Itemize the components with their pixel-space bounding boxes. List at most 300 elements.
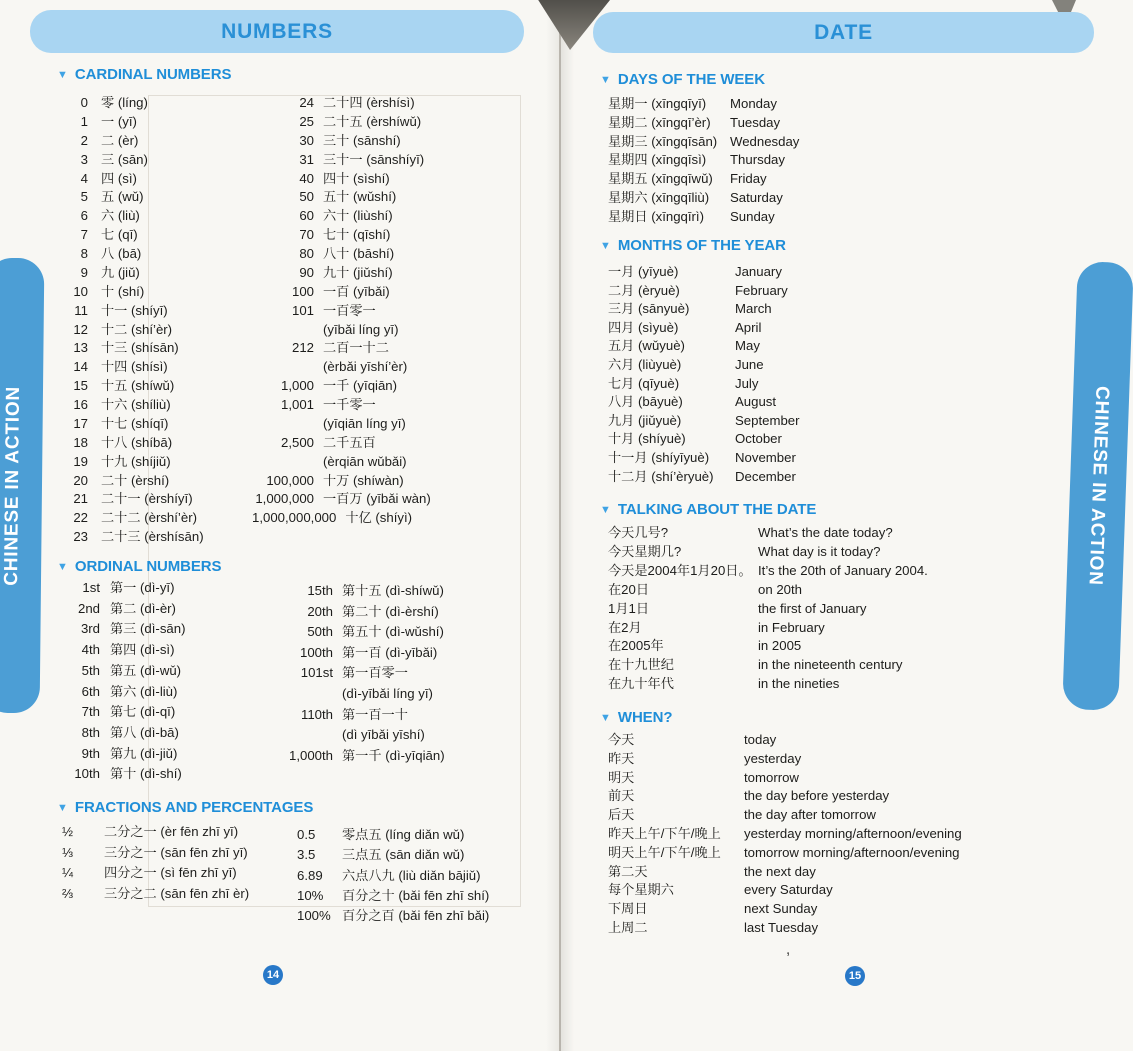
- item-chinese: 上周二: [608, 919, 648, 935]
- list-row: [62, 723, 185, 744]
- list-row: [608, 750, 962, 769]
- item-text: 百分之百 (bǎi fēn zhī bǎi): [342, 908, 490, 923]
- item-pinyin-continuation: (dì-yībǎi líng yī): [342, 685, 433, 701]
- list-row: [608, 449, 800, 468]
- item-english: last Tuesday: [744, 919, 819, 935]
- item-number: 25: [299, 113, 314, 129]
- list-row: [252, 434, 431, 453]
- item-text: 第二 (dì-èr): [110, 600, 176, 616]
- list-row: [608, 375, 800, 394]
- item-chinese: 星期三 (xīngqīsān): [608, 133, 718, 149]
- section-marker-icon: ▼: [600, 712, 611, 724]
- item-number: 11: [74, 302, 88, 318]
- item-english: today: [744, 732, 777, 747]
- item-number: 15th: [307, 583, 333, 598]
- item-number: 8th: [81, 724, 100, 740]
- item-number: 101: [291, 302, 314, 318]
- item-number: 1,001: [280, 397, 314, 412]
- item-chinese: 六月 (liùyuè): [608, 356, 682, 372]
- item-text: 零点五 (líng diǎn wǔ): [342, 827, 465, 842]
- item-text: 第一 (dì-yī): [110, 580, 175, 595]
- sidebar-tab-label: CHINESE IN ACTION: [1084, 385, 1113, 587]
- section-heading-label: WHEN?: [617, 709, 673, 726]
- section-heading-label: CARDINAL NUMBERS: [74, 66, 232, 83]
- section-heading-label: ORDINAL NUMBERS: [74, 558, 222, 575]
- list-row: [608, 600, 928, 619]
- item-chinese: 下周日: [608, 901, 648, 917]
- item-chinese: 星期二 (xīngqī’èr): [608, 114, 711, 130]
- item-text: 二十 (èrshí): [101, 472, 170, 488]
- item-number: 18: [73, 434, 88, 450]
- item-text: 第一千 (dì-yīqiān): [342, 747, 445, 763]
- list-row: [62, 396, 204, 415]
- list-row: [608, 263, 800, 282]
- item-number: 100: [291, 283, 314, 299]
- item-english: November: [735, 449, 796, 465]
- item-number: 2nd: [77, 600, 100, 616]
- list-row: [62, 264, 204, 283]
- item-text: 三分之一 (sān fēn zhī yī): [104, 844, 248, 860]
- item-text: 第二十 (dì-èrshí): [342, 603, 439, 619]
- item-english: yesterday: [744, 750, 802, 766]
- when-list: [608, 731, 962, 938]
- item-text: 二十五 (èrshíwǔ): [323, 113, 422, 129]
- item-number: 2,500: [280, 434, 314, 450]
- item-english: January: [735, 264, 782, 279]
- list-row: [62, 188, 204, 207]
- list-row: [608, 319, 800, 338]
- item-number: 9: [80, 264, 88, 280]
- item-number: 30: [299, 132, 314, 148]
- list-row: [62, 619, 185, 640]
- item-number: 24: [299, 95, 314, 110]
- list-row: [62, 321, 204, 340]
- item-number: 5: [80, 189, 88, 205]
- section-heading-days-of-week: [600, 71, 765, 88]
- list-row: [62, 377, 204, 396]
- list-row: [252, 226, 431, 245]
- list-row: [62, 509, 204, 528]
- list-row: [608, 675, 928, 694]
- list-row: [608, 581, 928, 600]
- item-chinese: 五月 (wǔyuè): [608, 338, 685, 354]
- item-english: Saturday: [730, 189, 783, 205]
- item-english: Monday: [730, 96, 777, 111]
- list-row: [608, 189, 799, 208]
- ordinal-numbers-column-1: [62, 578, 185, 785]
- item-number: 22: [73, 510, 88, 526]
- item-chinese: 在2005年: [608, 638, 664, 654]
- section-marker-icon: ▼: [57, 561, 68, 573]
- item-text: 三 (sān): [101, 151, 148, 167]
- item-chinese: 在九十年代: [608, 676, 674, 692]
- item-english: Tuesday: [730, 114, 781, 130]
- item-chinese: 昨天: [608, 750, 635, 766]
- list-row: [62, 863, 249, 884]
- list-row: [62, 302, 204, 321]
- item-english: in 2005: [758, 638, 802, 654]
- item-chinese: 明天上午/下午/晚上: [608, 844, 721, 860]
- list-row: [62, 207, 204, 226]
- item-number: 2: [80, 132, 88, 148]
- list-row: [608, 393, 800, 412]
- item-number: 80: [299, 246, 314, 261]
- list-row: [62, 339, 204, 358]
- item-text: 十六 (shíliù): [101, 397, 171, 412]
- list-row: [297, 825, 489, 845]
- item-number: 1,000,000: [255, 491, 314, 507]
- item-text: 二 (èr): [101, 132, 139, 148]
- list-row: [608, 133, 799, 152]
- item-text: 二分之一 (èr fēn zhī yī): [104, 824, 239, 839]
- item-chinese: 二月 (èryuè): [608, 282, 680, 298]
- section-heading-months: [600, 237, 786, 254]
- item-number: 31: [299, 151, 314, 167]
- item-text: 六十 (liùshí): [323, 208, 393, 224]
- list-row: [252, 188, 431, 207]
- item-pinyin-continuation: (èrbǎi yīshí’èr): [323, 359, 408, 375]
- list-row: [608, 543, 928, 562]
- item-number: 40: [299, 170, 314, 186]
- item-number: 14: [73, 359, 88, 375]
- item-english: May: [735, 338, 760, 354]
- fractions-column-1: [62, 822, 249, 905]
- item-text: 百分之十 (bǎi fēn zhī shí): [342, 887, 490, 903]
- item-text: 第十五 (dì-shíwǔ): [342, 583, 444, 598]
- item-chinese: 今天: [608, 732, 635, 747]
- list-row: [62, 94, 204, 113]
- item-number: 16: [73, 397, 88, 412]
- list-row: [62, 578, 185, 599]
- item-number: 10: [73, 283, 88, 299]
- item-number: 3rd: [80, 621, 100, 637]
- talking-about-date-list: [608, 524, 928, 694]
- item-chinese: 十二月 (shí’èryuè): [608, 468, 714, 484]
- item-number: 60: [299, 208, 314, 224]
- list-row: [608, 337, 800, 356]
- item-number: 20: [73, 472, 88, 488]
- list-row: [62, 170, 204, 189]
- section-heading-fractions: [57, 799, 313, 816]
- list-row: [252, 113, 431, 132]
- list-row: [252, 377, 431, 396]
- list-row: [608, 900, 962, 919]
- list-row: [608, 170, 799, 189]
- list-row: [608, 95, 799, 114]
- item-pinyin-continuation: (yīqiān líng yī): [323, 415, 406, 431]
- item-text: 七十 (qīshí): [323, 227, 391, 243]
- item-english: on 20th: [758, 581, 802, 597]
- item-chinese: 九月 (jiǔyuè): [608, 412, 682, 428]
- months-of-year-list: [608, 263, 800, 486]
- list-row: [608, 806, 962, 825]
- item-number: ½: [62, 824, 73, 839]
- page-title: NUMBERS: [221, 19, 333, 43]
- item-text: 一百万 (yībǎi wàn): [323, 491, 431, 507]
- list-row: [608, 114, 799, 133]
- item-text: 九 (jiǔ): [101, 264, 140, 280]
- item-number: 4: [80, 170, 88, 186]
- list-row: [608, 356, 800, 375]
- page-number-badge: [263, 965, 283, 985]
- item-text: 三分之二 (sān fēn zhī èr): [104, 886, 250, 902]
- item-chinese: 星期一 (xīngqīyī): [608, 96, 707, 111]
- item-text: 二十二 (èrshí’èr): [101, 510, 197, 526]
- item-number: 4th: [81, 642, 100, 658]
- item-text: 第一百一十: [342, 706, 408, 722]
- item-english: Wednesday: [730, 133, 800, 149]
- list-row: [62, 226, 204, 245]
- sidebar-tab-chinese-in-action-right: [1062, 261, 1133, 711]
- item-text: 第六 (dì-liù): [110, 683, 178, 699]
- item-english: February: [735, 282, 788, 298]
- item-number: 8: [80, 246, 88, 261]
- list-row: [252, 245, 431, 264]
- fractions-column-2: [297, 825, 489, 926]
- list-row: [62, 661, 185, 682]
- list-row: [608, 637, 928, 656]
- item-number: 23: [73, 529, 88, 545]
- list-row: [297, 866, 489, 886]
- item-text: 十一 (shíyī): [101, 302, 168, 318]
- item-text: 一千零一: [323, 397, 376, 412]
- section-marker-icon: ▼: [57, 69, 68, 81]
- item-text: 十三 (shísān): [101, 340, 179, 356]
- item-number: 9th: [81, 745, 100, 761]
- item-number: 7th: [81, 704, 100, 720]
- section-heading-ordinal-numbers: [57, 558, 221, 575]
- item-text: 十四 (shísì): [101, 359, 168, 375]
- item-text: 第五十 (dì-wǔshí): [342, 624, 444, 640]
- item-text: 四分之一 (sì fēn zhī yī): [104, 865, 237, 881]
- list-row: [608, 769, 962, 788]
- page-gutter-line: [559, 0, 561, 1051]
- item-number: 110th: [300, 706, 333, 722]
- list-row: [608, 825, 962, 844]
- list-row: [252, 283, 431, 302]
- list-row: [608, 300, 800, 319]
- list-row: [62, 599, 185, 620]
- item-number: 101st: [300, 665, 333, 681]
- item-pinyin-continuation: (dì yībǎi yīshí): [342, 727, 425, 743]
- item-text: 一百零一: [323, 302, 376, 318]
- list-row: [62, 764, 185, 785]
- item-text: 第三 (dì-sān): [110, 621, 186, 637]
- item-english: the day after tomorrow: [744, 807, 876, 823]
- list-row: [297, 845, 489, 865]
- item-chinese: 十一月 (shíyīyuè): [608, 449, 710, 465]
- stray-comma-mark: ,: [786, 941, 791, 958]
- item-chinese: 星期六 (xīngqīliù): [608, 189, 710, 205]
- item-chinese: 今天星期几?: [608, 543, 682, 559]
- list-row: [62, 151, 204, 170]
- item-text: 二十一 (èrshíyī): [101, 491, 193, 507]
- list-row: [62, 132, 204, 151]
- item-chinese: 每个星期六: [608, 882, 674, 898]
- item-number: 17: [73, 415, 88, 431]
- item-number: 3: [80, 151, 88, 167]
- item-english: yesterday morning/afternoon/evening: [744, 825, 962, 841]
- list-row: [62, 283, 204, 302]
- item-text: 六 (liù): [101, 208, 140, 224]
- list-row: [62, 453, 204, 472]
- item-text: 三十 (sānshí): [323, 132, 401, 148]
- item-text: 第七 (dì-qī): [110, 704, 176, 720]
- item-text: 三十一 (sānshíyī): [323, 151, 425, 167]
- section-heading-cardinal-numbers: [57, 66, 231, 83]
- item-text: 九十 (jiǔshí): [323, 264, 393, 280]
- item-number: 13: [73, 340, 88, 356]
- item-chinese: 四月 (sìyuè): [608, 319, 679, 335]
- list-row: [62, 490, 204, 509]
- item-text: 二十四 (èrshísì): [323, 95, 415, 110]
- item-chinese: 明天: [608, 769, 635, 785]
- item-number: 1: [80, 113, 88, 129]
- list-row: [608, 844, 962, 863]
- item-text: 十七 (shíqī): [101, 415, 169, 431]
- page-title: DATE: [814, 20, 873, 44]
- list-row: [252, 339, 431, 358]
- list-row: [62, 884, 249, 905]
- page-number: 15: [848, 970, 862, 982]
- list-row: [252, 151, 431, 170]
- list-row: [288, 746, 445, 767]
- item-text: 第四 (dì-sì): [110, 642, 175, 658]
- item-number: 70: [299, 227, 314, 243]
- item-chinese: 今天几号?: [608, 525, 669, 540]
- list-row: [297, 906, 489, 926]
- item-text: 零 (líng): [101, 95, 148, 110]
- item-english: March: [735, 301, 772, 317]
- item-chinese: 在2月: [608, 619, 642, 635]
- item-number: 21: [73, 491, 88, 507]
- section-heading-label: TALKING ABOUT THE DATE: [617, 501, 817, 518]
- page-number: 14: [266, 969, 280, 981]
- list-row: [252, 490, 431, 509]
- item-number: 12: [73, 321, 88, 337]
- sidebar-tab-label: CHINESE IN ACTION: [0, 385, 25, 586]
- item-text: 第十 (dì-shí): [110, 766, 182, 782]
- item-english: December: [735, 468, 796, 484]
- item-number: 1,000th: [289, 747, 333, 763]
- list-row: [252, 472, 431, 491]
- item-text: 十亿 (shíyì): [345, 510, 413, 526]
- item-english: April: [735, 319, 762, 335]
- item-english: every Saturday: [744, 882, 833, 898]
- item-text: 第九 (dì-jiǔ): [110, 745, 178, 761]
- item-chinese: 星期五 (xīngqīwǔ): [608, 171, 713, 187]
- section-marker-icon: ▼: [600, 504, 611, 516]
- item-text: 第五 (dì-wǔ): [110, 662, 182, 678]
- list-row: [62, 843, 249, 864]
- list-row: [62, 472, 204, 491]
- item-chinese: 第二天: [608, 863, 648, 879]
- section-marker-icon: ▼: [600, 74, 611, 86]
- section-marker-icon: ▼: [57, 802, 68, 814]
- item-number: 19: [73, 453, 88, 469]
- item-text: 一千 (yīqiān): [323, 378, 398, 394]
- item-chinese: 今天是2004年1月20日。: [608, 562, 752, 578]
- item-text: 二百一十二: [323, 340, 389, 356]
- list-row: [608, 524, 928, 543]
- item-text: 八 (bā): [101, 246, 142, 261]
- item-text: 十五 (shíwǔ): [101, 378, 175, 394]
- list-row: [252, 509, 431, 528]
- list-row: [62, 415, 204, 434]
- list-row: [608, 881, 962, 900]
- list-row: [62, 822, 249, 843]
- item-english: Friday: [730, 171, 767, 187]
- item-number: ⅔: [62, 886, 73, 902]
- item-number: 90: [299, 264, 314, 280]
- list-row: [608, 562, 928, 581]
- item-english: next Sunday: [744, 901, 818, 917]
- item-chinese: 在20日: [608, 581, 650, 597]
- item-text: 六点八九 (liù diǎn bājiǔ): [342, 867, 481, 883]
- item-english: What day is it today?: [758, 543, 881, 559]
- list-row: [288, 663, 445, 684]
- item-number: 100,000: [266, 472, 314, 488]
- item-number: 7: [80, 227, 88, 243]
- item-number: 212: [291, 340, 314, 356]
- item-english: Sunday: [730, 208, 775, 224]
- list-row: [608, 656, 928, 675]
- item-chinese: 1月1日: [608, 600, 650, 616]
- item-text: 第一百 (dì-yībǎi): [342, 644, 438, 660]
- item-number: 3.5: [297, 847, 316, 863]
- item-chinese: 十月 (shíyuè): [608, 431, 686, 447]
- item-pinyin-continuation: (èrqiān wǔbǎi): [323, 453, 407, 469]
- item-english: It’s the 20th of January 2004.: [758, 562, 928, 578]
- list-row: [252, 396, 431, 415]
- list-row: [608, 208, 799, 227]
- list-row: [62, 640, 185, 661]
- item-english: Thursday: [730, 152, 785, 168]
- item-text: 五十 (wǔshí): [323, 189, 397, 205]
- item-text: 二十三 (èrshísān): [101, 529, 204, 545]
- list-row: [252, 207, 431, 226]
- item-text: 一 (yī): [101, 113, 137, 129]
- item-number: 1,000,000,000: [252, 510, 337, 526]
- list-row: [608, 863, 962, 882]
- item-english: October: [735, 431, 782, 447]
- list-row: [62, 358, 204, 377]
- item-text: 四十 (sìshí): [323, 170, 390, 186]
- list-row: [608, 731, 962, 750]
- date-page-title-bar: [593, 12, 1094, 53]
- item-chinese: 三月 (sānyuè): [608, 301, 690, 317]
- item-chinese: 一月 (yīyuè): [608, 264, 679, 279]
- item-text: 一百 (yībǎi): [323, 283, 390, 299]
- list-row: [608, 412, 800, 431]
- section-marker-icon: ▼: [600, 240, 611, 252]
- item-pinyin-continuation: (yībǎi líng yī): [323, 321, 399, 337]
- item-number: 50th: [307, 624, 333, 640]
- item-number: 100%: [297, 908, 331, 923]
- section-heading-when: [600, 709, 672, 726]
- item-english: tomorrow morning/afternoon/evening: [744, 844, 960, 860]
- item-text: 五 (wǔ): [101, 189, 144, 205]
- item-text: 十 (shí): [101, 283, 145, 299]
- item-number: ⅓: [62, 844, 73, 860]
- item-chinese: 七月 (qīyuè): [608, 375, 680, 391]
- section-heading-label: MONTHS OF THE YEAR: [617, 237, 786, 254]
- item-english: the day before yesterday: [744, 788, 890, 804]
- list-row: [62, 682, 185, 703]
- list-row: [252, 94, 431, 113]
- item-text: 十二 (shí’èr): [101, 321, 173, 337]
- item-number: 5th: [81, 662, 100, 678]
